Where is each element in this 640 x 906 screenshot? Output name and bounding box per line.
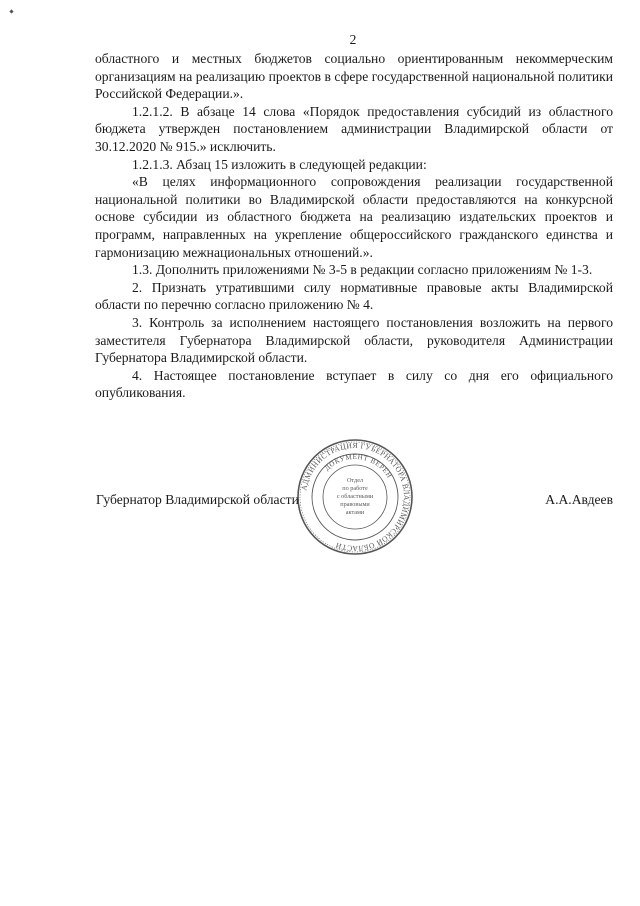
paragraph-1-3: 1.3. Дополнить приложениями № 3-5 в редакции согласно приложениям № 1-3. bbox=[132, 262, 593, 278]
scan-mark bbox=[9, 9, 13, 13]
page-number: 2 bbox=[349, 32, 357, 47]
stamp-center-line: по работе bbox=[342, 485, 368, 492]
paragraph-continuation: областного и местных бюджетов социально ориентированным некоммерческим организациям на реализацию проектов в сфере государственной национальной политики Российской Федерации.». bbox=[95, 51, 613, 102]
stamp-outer-text: АДМИНИСТРАЦИЯ ГУБЕРНАТОРА ВЛАДИМИРСКОЙ ОБЛАСТИ bbox=[299, 440, 412, 554]
signatory-title: Губернатор Владимирской области bbox=[96, 492, 299, 507]
paragraph-1-2-1-3: 1.2.1.3. Абзац 15 изложить в следующей редакции: bbox=[132, 156, 427, 172]
paragraph-quoted-text: «В целях информационного сопровождения реализации государственной национальной политики во Владимирской области предоставляются на конкурсной основе субсидии из областного бюджета на реализацию издательских проектов и программ, направленных на укрепление общероссийского гражданского единства и гармонизацию межнациональных отношений.». bbox=[95, 174, 613, 260]
paragraph-1-2-1-2: 1.2.1.2. В абзаце 14 слова «Порядок предоставления субсидий из областного бюджета утвержден постановлением администрации Владимирской области от 30.12.2020 № 915.» исключить. bbox=[95, 103, 613, 154]
stamp-inner-text: ДОКУМЕНТ ВЕРЕН bbox=[323, 452, 394, 480]
paragraph-2: 2. Признать утратившими силу нормативные правовые акты Владимирской области по перечню согласно приложению № 4. bbox=[95, 279, 613, 313]
signatory-name: А.А.Авдеев bbox=[545, 492, 613, 507]
stamp-center-line: актами bbox=[345, 509, 365, 516]
paragraph-3: 3. Контроль за исполнением настоящего постановления возложить на первого заместителя Губернатора Владимирской области, руководителя Администрации Губернатора Владимирской области. bbox=[95, 314, 613, 366]
official-seal-stamp bbox=[295, 437, 415, 557]
stamp-center-line: Отдел bbox=[346, 477, 364, 484]
stamp-center-line: правовыми bbox=[340, 501, 370, 508]
document-body bbox=[95, 50, 613, 402]
paragraph-4: 4. Настоящее постановление вступает в силу со дня его официального опубликования. bbox=[95, 367, 613, 401]
stamp-center-line: с областными bbox=[336, 493, 374, 500]
